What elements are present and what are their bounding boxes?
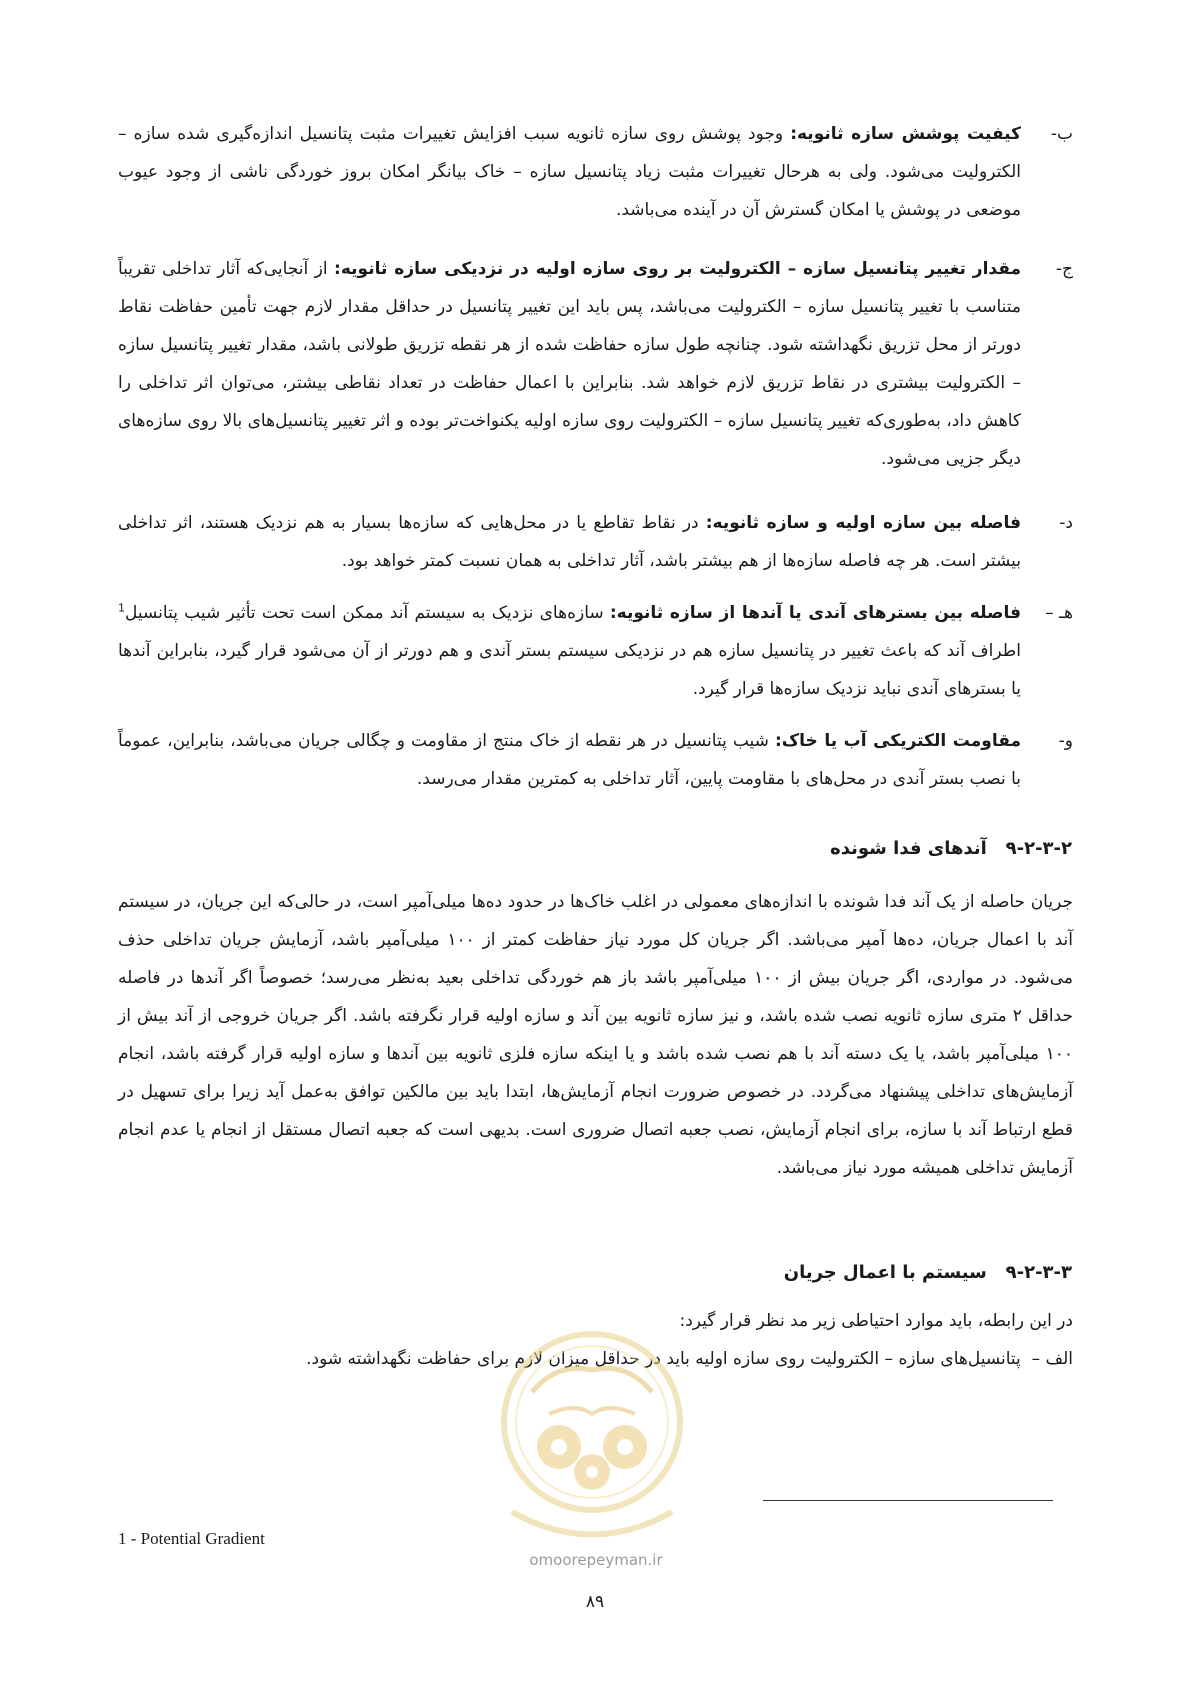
list-marker: و- (1058, 731, 1073, 751)
list-item-body (118, 115, 1021, 229)
page-number: ۸۹ (585, 1592, 605, 1612)
list-item-body (118, 722, 1021, 798)
list-item-h (118, 594, 1073, 708)
list-item-body (118, 594, 1021, 708)
list-marker: الف – (1031, 1349, 1073, 1369)
list-marker: هـ – (1045, 603, 1073, 623)
item-heading: مقاومت الکتریکی آب یا خاک: (774, 731, 1021, 751)
list-item-body (118, 250, 1021, 478)
item-heading: مقدار تغییر پتانسیل سازه – الکترولیت بر روی سازه اولیه در نزدیکی سازه ثانویه: (334, 259, 1021, 279)
item-text: وجود پوشش روی سازه ثانویه سبب افزایش تغییرات مثبت پتانسیل اندازه‌گیری شده سازه – الکترولیت می‌شود. ولی به هرحال تغییرات مثبت زیاد پتانسیل سازه – خاک بیانگر امکان بروز خوردگی ناشی از وجود عیوب موضعی در پوشش یا امکان گسترش آن در آینده می‌باشد. (118, 124, 1021, 220)
section-number: ۹-۲-۳-۳ (1005, 1262, 1072, 1283)
item-text-continued: اطراف آند که باعث تغییر در پتانسیل سازه هم در نزدیکی سیستم بستر آندی و هم دورتر از آن می‌شود قرار گیرد، بنابراین آندها یا بسترهای آندی نباید نزدیک سازه‌ها قرار گیرد. (118, 641, 1021, 699)
item-heading: کیفیت پوشش سازه ثانویه: (790, 124, 1022, 144)
footnote: 1 - Potential Gradient (118, 1529, 265, 1548)
item-text: سازه‌های نزدیک به سیستم آند ممکن است تحت تأثیر شیب پتانسیل (125, 603, 610, 623)
item-heading: فاصله بین سازه اولیه و سازه ثانویه: (705, 513, 1021, 533)
list-item-v (118, 722, 1073, 798)
list-item-body (118, 504, 1021, 580)
item-heading: فاصله بین بسترهای آندی یا آندها از سازه ثانویه: (609, 603, 1021, 623)
item-text: پتانسیل‌های سازه – الکترولیت روی سازه اولیه باید در حداقل میزان لازم برای حفاظت نگهداشته شود. (306, 1349, 1021, 1369)
section-heading-impressed-current (784, 1262, 1072, 1283)
footnote-ref[interactable]: 1 (118, 601, 125, 615)
footnote-divider (763, 1500, 1053, 1501)
list-item-j (118, 250, 1073, 478)
list-marker: ب- (1050, 124, 1073, 144)
section-title: آندهای فدا شونده (830, 838, 987, 859)
list-item-b (118, 115, 1073, 229)
list-item-d (118, 504, 1073, 580)
item-text: شیب پتانسیل در هر نقطه از خاک منتج از مقاومت و چگالی جریان می‌باشد، بنابراین، عموماً با نصب بستر آندی در محل‌های با مقاومت پایین، آثار تداخلی به کمترین مقدار می‌رسد. (118, 731, 1021, 789)
section-intro: در این رابطه، باید موارد احتیاطی زیر مد نظر قرار گیرد: (679, 1311, 1073, 1331)
list-marker: ج- (1055, 259, 1073, 279)
watermark-seal-logo (487, 1322, 697, 1572)
section-title: سیستم با اعمال جریان (783, 1262, 987, 1283)
watermark-url: omoorepeyman.ir (529, 1551, 663, 1569)
section-number: ۹-۲-۳-۲ (1005, 838, 1072, 859)
section-paragraph: جریان حاصله از یک آند فدا شونده با اندازه‌های معمولی در اغلب خاک‌ها در حدود ده‌ها میلی‌آمپر است، در حالی‌که این جریان، در سیستم آند با اعمال جریان، ده‌ها آمپر می‌باشد. اگر جریان کل مورد نیاز حفاظت کمتر از ۱۰۰ میلی‌آمپر باشد، آزمایش جریان تداخلی حذف می‌شود. در مواردی، اگر جریان بیش از ۱۰۰ میلی‌آمپر باشد باز هم خوردگی تداخلی بعید به‌نظر می‌رسد؛ خصوصاً اگر آندها در فاصله حداقل ۲ متری سازه ثانویه نصب شده باشد، و نیز سازه ثانویه بین آند و سازه اولیه قرار نگرفته باشد. اگر جریان خروجی از آند بیش از ۱۰۰ میلی‌آمپر باشد، یا یک دسته آند با هم نصب شده باشد و یا اینکه سازه فلزی ثانویه بین آندها و سازه اولیه قرار گرفته باشد، انجام آزمایش‌های تداخلی پیشنهاد می‌گردد. در خصوص ضرورت انجام آزمایش‌ها، ابتدا باید بین مالکین توافق به‌عمل آید زیرا برای تسهیل در قطع ارتباط آند با سازه، برای انجام آزمایش، نصب جعبه اتصال ضروری است. بدیهی است که جعبه اتصال مستقل از انجام یا عدم انجام آزمایش تداخلی همیشه مورد نیاز می‌باشد. (118, 892, 1073, 1178)
item-text: در نقاط تقاطع یا در محل‌هایی که سازه‌ها بسیار به هم نزدیک هستند، اثر تداخلی بیشتر است. هر چه فاصله سازه‌ها از هم بیشتر باشد، آثار تداخلی به همان نسبت کمتر خواهد بود. (118, 513, 1021, 571)
item-text: از آنجایی‌که آثار تداخلی تقریباً متناسب با تغییر پتانسیل سازه – الکترولیت می‌باشد، پس باید این تغییر پتانسیل در حداقل مقدار لازم جهت تأمین حفاظت نقاط دورتر از محل تزریق نگهداشته شود. چنانچه طول سازه حفاظت شده از هر نقطه تزریق طولانی باشد، مقدار تغییر پتانسیل سازه – الکترولیت بیشتری در نقاط تزریق لازم خواهد شد. بنابراین با اعمال حفاظت در تعداد نقاطی بیشتر، می‌توان اثر تداخلی را کاهش داد، به‌طوری‌که تغییر پتانسیل سازه – الکترولیت روی سازه اولیه یکنواخت‌تر بوده و اثر تغییر پتانسیل‌های بالا روی سازه‌های دیگر جزیی می‌شود. (118, 259, 1021, 469)
list-marker: د- (1059, 513, 1073, 533)
section-heading-sacrificial-anodes (830, 838, 1072, 859)
